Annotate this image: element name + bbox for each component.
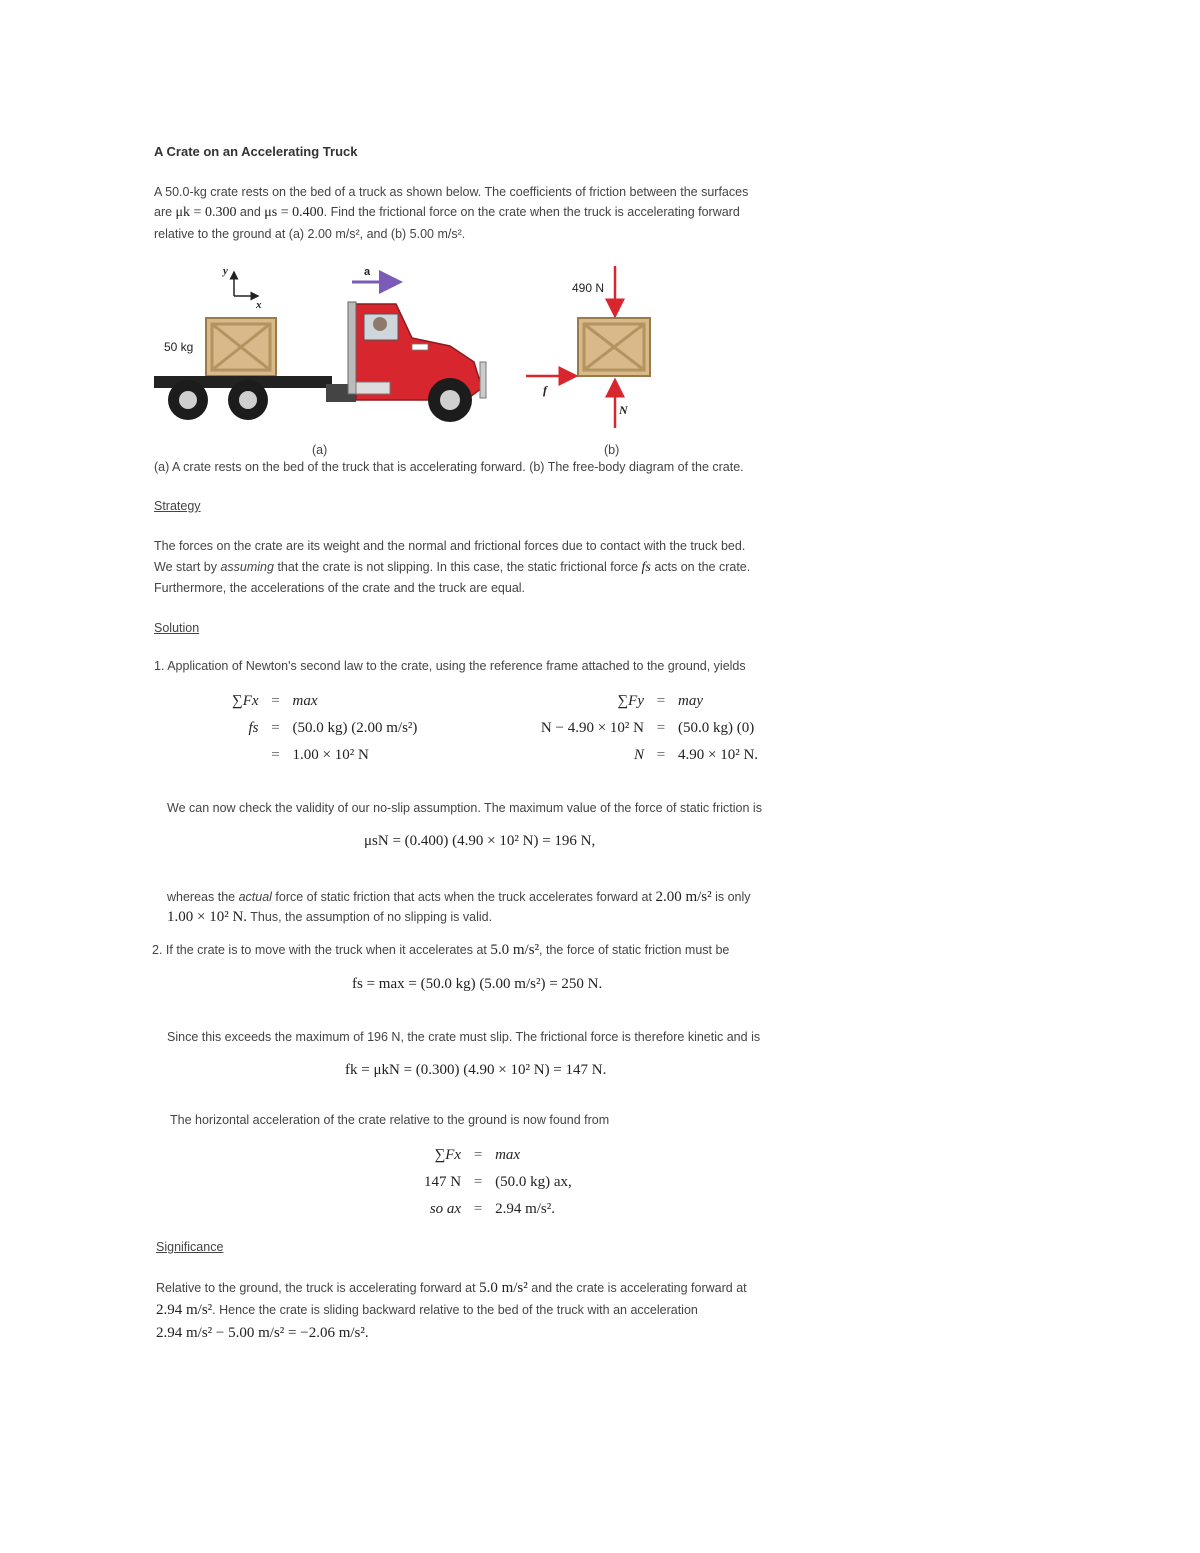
- strategy-line-2: We start by assuming that the crate is not slipping. In this case, the static frictional force fs acts on the crate.: [154, 560, 751, 575]
- strategy-line-1: The forces on the crate are its weight and the normal and frictional forces due to contact with the truck bed.: [154, 539, 746, 553]
- weight-label: 490 N: [572, 281, 605, 295]
- significance-line-1: Relative to the ground, the truck is accelerating forward at 5.0 m/s² and the crate is accelerating forward at: [156, 1280, 747, 1296]
- eq-fs: fs = max = (50.0 kg) (5.00 m/s²) = 250 N.: [352, 976, 603, 992]
- truck-figure: [150, 258, 850, 458]
- strategy-line-3: Furthermore, the accelerations of the crate and the truck are equal.: [154, 581, 526, 595]
- equations-y: ∑Fy = may N − 4.90 × 10² N = (50.0 kg) (0) N = 4.90 × 10² N.: [540, 693, 759, 763]
- solution-heading: Solution: [154, 621, 200, 635]
- horizontal-text: The horizontal acceleration of the crate relative to the ground is now found from: [170, 1113, 610, 1127]
- page-title: A Crate on an Accelerating Truck: [154, 144, 358, 159]
- strategy-heading: Strategy: [154, 499, 201, 513]
- mu-s-value: μs = 0.400: [264, 205, 324, 220]
- equations-final: ∑Fx = max 147 N = (50.0 kg) ax, so ax = 2.94 m/s².: [424, 1147, 572, 1217]
- intro-line-2: are μk = 0.300 and μs = 0.400. Find the frictional force on the crate when the truck is accelerating forward: [154, 205, 740, 220]
- crate-icon: [206, 318, 276, 376]
- significance-line-2: 2.94 m/s². Hence the crate is sliding backward relative to the bed of the truck with an acceleration: [156, 1302, 698, 1318]
- normal-label: N: [619, 403, 628, 417]
- axes-icon: [234, 272, 258, 296]
- friction-label: f: [543, 383, 547, 397]
- figure-caption: (a) A crate rests on the bed of the truck that is accelerating forward. (b) The free-body diagram of the crate.: [154, 460, 744, 474]
- check-text: We can now check the validity of our no-slip assumption. The maximum value of the force of static friction is: [167, 801, 762, 815]
- intro-line-3: relative to the ground at (a) 2.00 m/s², and (b) 5.00 m/s².: [154, 227, 466, 241]
- mass-label: 50 kg: [164, 340, 194, 354]
- eq-max-static-friction: μsN = (0.400) (4.90 × 10² N) = 196 N,: [364, 833, 596, 849]
- eq-fk: fk = μkN = (0.300) (4.90 × 10² N) = 147 N.: [345, 1062, 607, 1078]
- whereas-line-2: 1.00 × 10² N. Thus, the assumption of no slipping is valid.: [167, 909, 493, 925]
- axis-y-label: y: [223, 265, 228, 277]
- significance-line-3: 2.94 m/s² − 5.00 m/s² = −2.06 m/s².: [156, 1325, 369, 1341]
- solution-step-1: 1. Application of Newton's second law to the crate, using the reference frame attached to the ground, yields: [154, 659, 746, 673]
- equations-x: ∑Fx = max fs = (50.0 kg) (2.00 m/s²) = 1.00 × 10² N: [232, 693, 418, 763]
- solution-step-2: 2. If the crate is to move with the truck when it accelerates at 5.0 m/s², the force of static friction must be: [152, 942, 730, 958]
- acceleration-label: a: [364, 266, 371, 278]
- axis-x-label: x: [256, 299, 262, 311]
- significance-heading: Significance: [156, 1240, 224, 1254]
- mu-k-value: μk = 0.300: [175, 205, 237, 220]
- figure-sub-a: (a): [312, 443, 328, 457]
- whereas-line-1: whereas the actual force of static friction that acts when the truck accelerates forward at 2.00 m/s² is only: [167, 889, 751, 905]
- exceeds-text: Since this exceeds the maximum of 196 N, the crate must slip. The frictional force is therefore kinetic and is: [167, 1030, 761, 1044]
- fbd-crate-icon: [578, 318, 650, 376]
- figure-sub-b: (b): [604, 443, 620, 457]
- intro-line-1: A 50.0-kg crate rests on the bed of a truck as shown below. The coefficients of friction between the surfaces: [154, 185, 749, 199]
